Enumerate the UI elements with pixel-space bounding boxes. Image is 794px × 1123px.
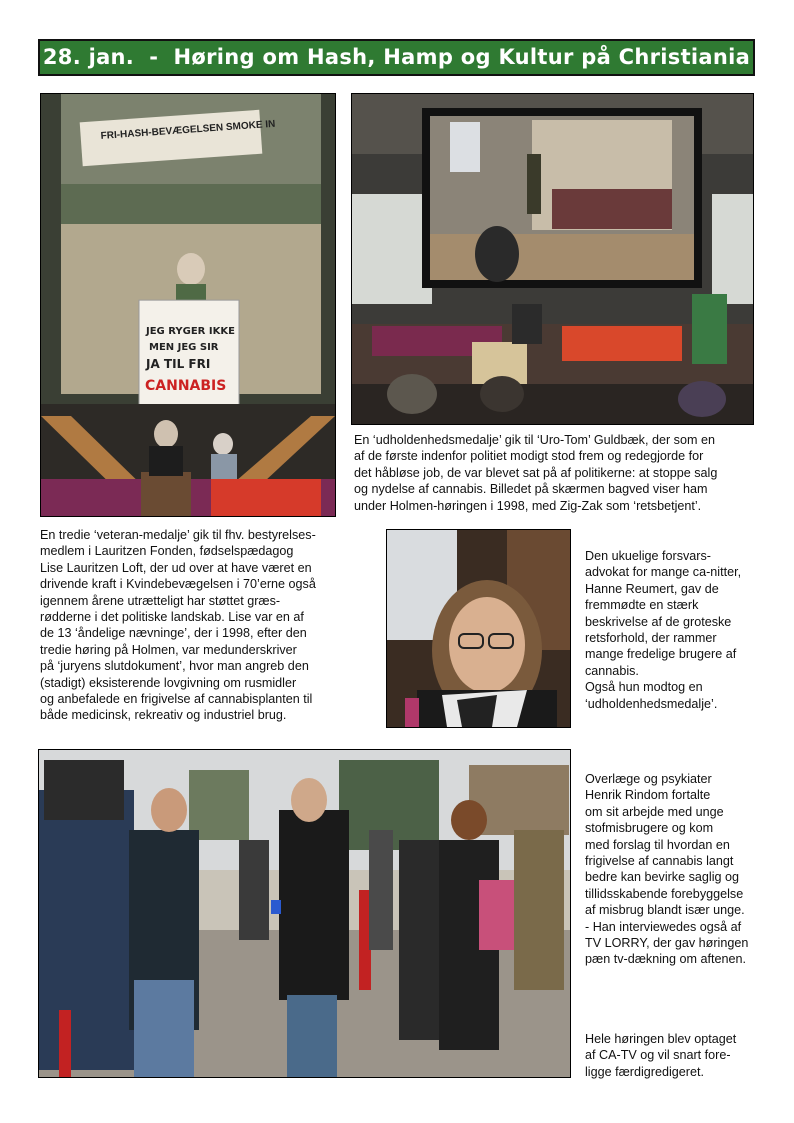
caption-lise-text: En tredie ‘veteran-medalje’ gik til fhv. bestyrelses- medlem i Lauritzen Fonden, fødselspædagog Lise Lauritzen Loft, der ud over at have været en drivende kraft i Kvindebevægelsen i 70’erne også igennem årene utrætteligt har støttet græs- rødderne i det politiske landskab. Lise var en af de 13 ‘åndelige nævninge’, der i 1998, efter den tredie høring på Holmen, var medunderskriver på ‘juryens slutdokument’, hvor man angreb den (stadigt) eksisterende lovgivning om rusmidler og anbefalede en frigivelse af cannabisplanten til både medicinsk, rekreativ og industriel brug. <box>40 528 316 723</box>
caption-catv <box>585 1031 790 1080</box>
portrait-photo <box>386 529 571 728</box>
banner-text: FRI-HASH-BEVÆGELSEN SMOKE IN <box>100 118 276 142</box>
hall-screen-photo <box>351 93 754 425</box>
caption-lise <box>40 527 340 724</box>
caption-henrik <box>585 771 790 968</box>
sign-line-4: CANNABIS <box>145 378 227 394</box>
street-interview-photo <box>38 749 571 1078</box>
caption-henrik-text: Overlæge og psykiater Henrik Rindom fortalte om sit arbejde med unge stofmisbrugere og kom med forslag til hvordan en frigivelse af cannabis langt bedre kan bevirke saglig og tillidsskabende forebyggelse af misbrug blandt især unge. - Han interviewedes også af TV LORRY, der gav høringen pæn tv-dækning om aftenen. <box>585 772 749 967</box>
page-title: 28. jan. - Høring om Hash, Hamp og Kultur på Christiania <box>38 39 755 76</box>
sign-line-2: MEN JEG SIR <box>149 342 219 353</box>
caption-hanne <box>585 548 785 712</box>
caption-uro-tom <box>354 432 754 514</box>
caption-catv-text: Hele høringen blev optaget af CA-TV og vil snart fore- ligge færdigredigeret. <box>585 1032 737 1079</box>
sign-line-3: JA TIL FRI <box>146 357 211 371</box>
protest-photo <box>40 93 336 517</box>
caption-uro-tom-text: En ‘udholdenhedsmedalje’ gik til ‘Uro-Tom’ Guldbæk, der som en af de første indenfor politiet modigt stod frem og redegjorde for det håbløse job, de var blevet sat på af politikerne: at stoppe salg og nydelse af cannabis. Billedet på skærmen bagved viser ham under Holmen-høringen i 1998, med Zig-Zak som ‘retsbetjent’. <box>354 433 718 513</box>
sign-line-1: JEG RYGER IKKE <box>146 326 235 337</box>
caption-hanne-text: Den ukuelige forsvars- advokat for mange ca-nitter, Hanne Reumert, gav de fremmødte en stærk beskrivelse af de groteske retsforhold, der rammer mange fredelige brugere af cannabis. Også hun modtog en ‘udholdenhedsmedalje’. <box>585 549 742 711</box>
